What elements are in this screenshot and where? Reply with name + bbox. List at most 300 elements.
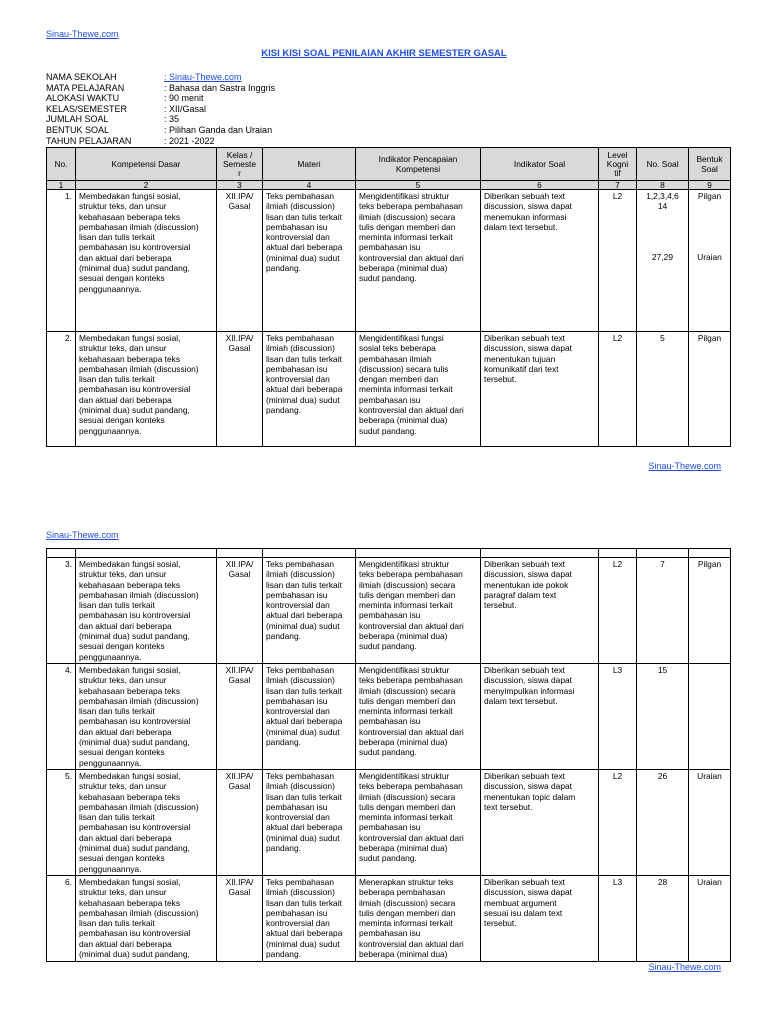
cell-line: meminta informasi terkait — [359, 384, 453, 395]
cell-line: (minimal dua) sudut pandang, — [79, 843, 190, 854]
cell-line: kontroversial dan aktual dari — [359, 938, 464, 949]
cell-line: ilmiah (discussion) secara — [359, 791, 456, 802]
kelas-cell — [217, 875, 263, 961]
header-kompetensi-dasar: Kompetensi Dasar — [76, 148, 217, 181]
cell-line: pembahasan ilmiah (discussion) — [79, 801, 199, 812]
cell-line: paragraf dalam text — [484, 589, 557, 600]
cell-line: tulis dengan memberi dan — [359, 907, 456, 918]
cell-line: lisan dan tulis terkait — [266, 579, 342, 590]
cell-line: Gasal — [228, 201, 251, 212]
kelas-cell — [217, 332, 263, 447]
cell-line: Teks pembahasan — [266, 664, 334, 675]
info-row — [46, 93, 275, 104]
header-line: tif — [614, 167, 621, 178]
cell-line: XII.IPA/ — [225, 770, 254, 781]
info-value: : 90 menit — [164, 93, 204, 104]
cell-line: kebahasaan beberapa teks — [79, 579, 181, 590]
cell-line: dan aktual dari beberapa — [79, 394, 172, 405]
cell-line: pembahasan ilmiah (discussion) — [79, 221, 199, 232]
materi-cell — [263, 663, 356, 769]
column-number: 9 — [689, 181, 731, 190]
column-number: 6 — [481, 181, 599, 190]
header-kelas-semester — [217, 148, 263, 181]
header-indikator-soal: Indikator Soal — [481, 148, 599, 181]
info-value — [164, 72, 242, 83]
indikator-soal-cell — [481, 558, 599, 664]
cell-line: pembahasan isu kontroversial — [79, 928, 191, 939]
header-line: Soal — [701, 164, 718, 174]
cell-line: meminta informasi terkait — [359, 706, 453, 717]
kisi-kisi-table-page-2 — [46, 548, 731, 962]
cell-line: Mengidentifikasi fungsi — [359, 333, 444, 343]
indikator-soal-cell — [481, 332, 599, 447]
cell-line: pandang. — [266, 737, 301, 748]
cell-line: kontroversial dan aktual dari — [359, 726, 464, 737]
cell-line: Membedakan fungsi sosial, — [79, 664, 181, 675]
row-number: 2. — [47, 332, 76, 447]
info-label: BENTUK SOAL — [46, 124, 110, 135]
cell-line: aktual dari beberapa — [266, 610, 343, 621]
cell-line: Membedakan fungsi sosial, — [79, 333, 181, 343]
info-row — [46, 136, 275, 147]
blank-cell — [599, 549, 637, 558]
header-line: r — [238, 167, 241, 178]
cell-line: penggunaannya. — [79, 863, 142, 874]
cell-line: (minimal dua) sudut — [266, 938, 340, 949]
cell-line: beberapa (minimal dua) — [359, 843, 448, 854]
cell-spacer — [640, 212, 685, 252]
cell-line: kontroversial dan — [266, 706, 330, 717]
cell-line: pembahasan isu — [359, 242, 421, 253]
no-soal-value: 1,2,3,4,6 — [646, 191, 679, 201]
cell-line: (minimal dua) sudut — [266, 726, 340, 737]
cell-line: menyimpulkan informasi — [484, 685, 575, 696]
cell-line: ilmiah (discussion) secara — [359, 897, 456, 908]
cell-line: lisan dan tulis terkait — [266, 791, 342, 802]
cell-line: (minimal dua) sudut pandang, — [79, 263, 190, 274]
cell-line: lisan dan tulis terkait — [79, 706, 155, 717]
cell-line: Diberikan sebuah text — [484, 333, 566, 343]
bentuk-soal-cell: Uraian — [689, 875, 731, 961]
cell-line: meminta informasi terkait — [359, 600, 453, 611]
materi-cell — [263, 875, 356, 961]
level-cell: L2 — [599, 769, 637, 875]
cell-line: ilmiah (discussion) — [266, 343, 335, 354]
bentuk-soal-cell: Uraian — [689, 769, 731, 875]
cell-line: dan aktual dari beberapa — [79, 252, 172, 263]
materi-cell — [263, 558, 356, 664]
cell-line: Mengidentifikasi struktur — [359, 191, 450, 201]
cell-line: menentukan ide pokok — [484, 579, 569, 590]
school-link[interactable]: : Sinau-Thewe.com — [164, 72, 242, 82]
cell-line: pembahasan isu — [359, 822, 421, 833]
header-no-soal: No. Soal — [637, 148, 689, 181]
info-label: KELAS/SEMESTER — [46, 103, 128, 114]
cell-line: Teks pembahasan — [266, 876, 334, 887]
cell-line: tersebut. — [484, 600, 517, 611]
cell-line: Diberikan sebuah text — [484, 876, 566, 887]
cell-line: dan aktual dari beberapa — [79, 726, 172, 737]
indikator-pencapaian-cell — [356, 558, 481, 664]
cell-line: (minimal dua) sudut pandang, — [79, 737, 190, 748]
cell-line: kebahasaan beberapa teks — [79, 353, 181, 364]
cell-line: kontroversial dan — [266, 600, 330, 611]
indikator-pencapaian-cell — [356, 769, 481, 875]
kelas-cell — [217, 663, 263, 769]
cell-line: struktur teks, dan unsur — [79, 201, 167, 212]
kelas-cell — [217, 190, 263, 332]
cell-line: beberapa (minimal dua) — [359, 415, 448, 426]
cell-line: pandang. — [266, 263, 301, 274]
cell-line: beberapa pembahasan — [359, 887, 446, 898]
info-row — [46, 114, 275, 125]
cell-line: aktual dari beberapa — [266, 242, 343, 253]
blank-cell — [356, 549, 481, 558]
cell-line: lisan dan tulis terkait — [79, 374, 155, 385]
cell-line: pembahasan isu — [359, 394, 421, 405]
info-value: : 35 — [164, 114, 180, 125]
cell-line: menentukan topic dalam — [484, 791, 576, 802]
cell-line: Menerapkan struktur teks — [359, 876, 454, 887]
kelas-cell — [217, 769, 263, 875]
cell-line: sosial teks beberapa — [359, 343, 436, 354]
cell-line: meminta informasi terkait — [359, 232, 453, 243]
cell-line: XII.IPA/ — [225, 664, 254, 675]
cell-line: tulis dengan memberi dan — [359, 695, 456, 706]
cell-line: (minimal dua) sudut — [266, 394, 340, 405]
header-line: Kompetensi — [395, 164, 441, 174]
header-line: Kelas / — [226, 149, 253, 160]
cell-line: pembahasan isu — [266, 221, 328, 232]
cell-line: dan aktual dari beberapa — [79, 832, 172, 843]
document-title: KISI KISI SOAL PENILAIAN AKHIR SEMESTER GASAL — [261, 48, 507, 59]
cell-line: dalam text tersebut. — [484, 695, 558, 706]
cell-line: sesuai isu dalam text — [484, 907, 563, 918]
materi-cell — [263, 190, 356, 332]
cell-line: ilmiah (discussion) secara — [359, 685, 456, 696]
cell-line: discussion, siswa dapat — [484, 781, 572, 792]
info-value: : Pilihan Ganda dan Uraian — [164, 124, 273, 135]
cell-line: pembahasan isu kontroversial — [79, 822, 191, 833]
cell-line: lisan dan tulis terkait — [79, 812, 155, 823]
indikator-pencapaian-cell — [356, 332, 481, 447]
materi-cell — [263, 332, 356, 447]
cell-line: pandang. — [266, 631, 301, 642]
no-soal-value: 27,29 — [652, 251, 673, 262]
cell-line: Teks pembahasan — [266, 333, 334, 343]
cell-line: pembahasan isu kontroversial — [79, 610, 191, 621]
kompetensi-dasar-cell — [76, 558, 217, 664]
cell-line: kontroversial dan aktual dari — [359, 405, 464, 416]
cell-line: kebahasaan beberapa teks — [79, 791, 181, 802]
header-level-kognitif — [599, 148, 637, 181]
cell-line: Diberikan sebuah text — [484, 664, 566, 675]
cell-line: kontroversial dan aktual dari — [359, 252, 464, 263]
table-row — [47, 663, 731, 769]
blank-header-row — [47, 549, 731, 558]
table-row — [47, 769, 731, 875]
info-label: MATA PELAJARAN — [46, 82, 125, 93]
cell-line: lisan dan tulis terkait — [266, 685, 342, 696]
cell-line: Gasal — [228, 569, 251, 580]
cell-line: struktur teks, dan unsur — [79, 887, 167, 898]
cell-line: beberapa (minimal dua) — [359, 737, 448, 748]
column-number-row — [47, 181, 731, 190]
cell-line: sesuai dengan konteks — [79, 415, 165, 426]
cell-line: Membedakan fungsi sosial, — [79, 770, 181, 781]
cell-line: pandang. — [266, 948, 301, 959]
cell-line: (minimal dua) sudut — [266, 252, 340, 263]
cell-line: XII.IPA/ — [225, 333, 254, 343]
cell-line: penggunaannya. — [79, 757, 142, 768]
cell-line: dalam text tersebut. — [484, 221, 558, 232]
info-label: ALOKASI WAKTU — [46, 93, 120, 104]
cell-line: Mengidentifikasi struktur — [359, 559, 450, 569]
cell-line: pembahasan isu — [359, 928, 421, 939]
cell-line: lisan dan tulis terkait — [79, 918, 155, 929]
cell-line: ilmiah (discussion) — [266, 887, 335, 898]
materi-cell — [263, 769, 356, 875]
cell-line: sesuai dengan konteks — [79, 853, 165, 864]
kompetensi-dasar-cell — [76, 190, 217, 332]
header-line: Bentuk — [696, 153, 723, 164]
cell-line: tulis dengan memberi dan — [359, 589, 456, 600]
cell-line: (minimal dua) sudut pandang, — [79, 631, 190, 642]
level-cell: L3 — [599, 663, 637, 769]
no-soal-cell: 26 — [637, 769, 689, 875]
info-row — [46, 104, 275, 115]
cell-spacer — [692, 201, 727, 252]
cell-line: ilmiah (discussion) — [266, 781, 335, 792]
info-row — [46, 125, 275, 136]
column-number: 3 — [217, 181, 263, 190]
no-soal-cell: 7 — [637, 558, 689, 664]
blank-cell — [689, 549, 731, 558]
site-link-footer[interactable]: Sinau-Thewe.com — [648, 461, 721, 471]
cell-line: pembahasan isu kontroversial — [79, 242, 191, 253]
blank-cell — [263, 549, 356, 558]
cell-line: teks beberapa pembahasan — [359, 569, 463, 580]
kompetensi-dasar-cell — [76, 663, 217, 769]
cell-line: pembahasan isu — [266, 589, 328, 600]
cell-line: Teks pembahasan — [266, 191, 334, 201]
cell-line: sudut pandang. — [359, 425, 417, 436]
site-link-top[interactable]: Sinau-Thewe.com — [46, 530, 119, 540]
cell-line: Gasal — [228, 675, 251, 686]
row-number: 5. — [47, 769, 76, 875]
blank-cell — [637, 549, 689, 558]
no-soal-cell: 15 — [637, 663, 689, 769]
header-indikator-pencapaian — [356, 148, 481, 181]
header-line: Level — [607, 149, 628, 160]
page-1 — [0, 0, 768, 492]
cell-line: kebahasaan beberapa teks — [79, 211, 181, 222]
document-info — [46, 72, 275, 146]
cell-line: discussion, siswa dapat — [484, 343, 572, 354]
cell-line: Membedakan fungsi sosial, — [79, 191, 181, 201]
cell-line: (minimal dua) sudut pandang, — [79, 405, 190, 416]
cell-line: Diberikan sebuah text — [484, 191, 566, 201]
cell-line: dan aktual dari beberapa — [79, 938, 172, 949]
cell-line: beberapa (minimal dua) — [359, 948, 448, 959]
cell-line: kontroversial dan aktual dari — [359, 620, 464, 631]
level-cell: L2 — [599, 332, 637, 447]
cell-line: beberapa (minimal dua) — [359, 263, 448, 274]
cell-line: struktur teks, dan unsur — [79, 675, 167, 686]
cell-line: teks beberapa pembahasan — [359, 201, 463, 212]
cell-line: Gasal — [228, 343, 251, 354]
cell-line: XII.IPA/ — [225, 559, 254, 569]
cell-line: (minimal dua) sudut — [266, 620, 340, 631]
header-row — [47, 148, 731, 181]
cell-line: discussion, siswa dapat — [484, 887, 572, 898]
bentuk-soal-cell: Pilgan — [689, 332, 731, 447]
cell-line: lisan dan tulis terkait — [79, 600, 155, 611]
cell-line: discussion, siswa dapat — [484, 569, 572, 580]
cell-line: aktual dari beberapa — [266, 822, 343, 833]
column-number: 4 — [263, 181, 356, 190]
page-gap — [0, 492, 768, 520]
cell-line: lisan dan tulis terkait — [266, 211, 342, 222]
table-row — [47, 332, 731, 447]
indikator-pencapaian-cell — [356, 875, 481, 961]
cell-line: XII.IPA/ — [225, 191, 254, 201]
cell-line: menemukan informasi — [484, 211, 567, 222]
cell-line: ilmiah (discussion) — [266, 675, 335, 686]
cell-line: Mengidentifikasi struktur — [359, 664, 450, 675]
cell-line: kontroversial dan — [266, 812, 330, 823]
table-row — [47, 190, 731, 332]
cell-line: pembahasan ilmiah (discussion) — [79, 907, 199, 918]
header-line: Semeste — [222, 158, 257, 169]
cell-line: Gasal — [228, 781, 251, 792]
cell-line: pembahasan isu — [266, 363, 328, 374]
site-link-footer[interactable]: Sinau-Thewe.com — [648, 962, 721, 972]
kompetensi-dasar-cell — [76, 769, 217, 875]
row-number: 3. — [47, 558, 76, 664]
info-label: JUMLAH SOAL — [46, 114, 109, 125]
cell-line: Mengidentifikasi struktur — [359, 770, 450, 781]
indikator-soal-cell — [481, 875, 599, 961]
kompetensi-dasar-cell — [76, 875, 217, 961]
cell-line: aktual dari beberapa — [266, 384, 343, 395]
bentuk-soal-cell: Pilgan — [689, 558, 731, 664]
site-link-top[interactable]: Sinau-Thewe.com — [46, 29, 119, 39]
cell-line: beberapa (minimal dua) — [359, 631, 448, 642]
bentuk-soal-cell — [689, 663, 731, 769]
cell-line: Membedakan fungsi sosial, — [79, 559, 181, 569]
page-2 — [0, 520, 768, 1024]
blank-cell — [217, 549, 263, 558]
cell-line: pembahasan isu — [359, 610, 421, 621]
header-bentuk-soal — [689, 148, 731, 181]
cell-line: (minimal dua) sudut — [266, 832, 340, 843]
cell-line: ilmiah (discussion) secara — [359, 579, 456, 590]
cell-line: pembahasan isu — [266, 695, 328, 706]
cell-line: pembahasan isu kontroversial — [79, 716, 191, 727]
column-number: 5 — [356, 181, 481, 190]
cell-line: pembahasan ilmiah (discussion) — [79, 363, 199, 374]
indikator-pencapaian-cell — [356, 663, 481, 769]
cell-line: Teks pembahasan — [266, 559, 334, 569]
cell-line: sudut pandang. — [359, 853, 417, 864]
cell-line: tulis dengan memberi dan — [359, 221, 456, 232]
cell-line: teks beberapa pembahasan — [359, 675, 463, 686]
cell-line: pembahasan ilmiah — [359, 353, 432, 364]
info-row — [46, 83, 275, 94]
indikator-soal-cell — [481, 769, 599, 875]
cell-line: struktur teks, dan unsur — [79, 781, 167, 792]
info-label: NAMA SEKOLAH — [46, 72, 117, 82]
blank-cell — [481, 549, 599, 558]
cell-line: pembahasan isu — [266, 907, 328, 918]
no-soal-cell — [637, 190, 689, 332]
table-row — [47, 558, 731, 664]
cell-line: tulis dengan memberi dan — [359, 801, 456, 812]
cell-line: pembahasan isu kontroversial — [79, 384, 191, 395]
cell-line: teks beberapa pembahasan — [359, 781, 463, 792]
cell-line: Membedakan fungsi sosial, — [79, 876, 181, 887]
cell-line: penggunaannya. — [79, 283, 142, 294]
info-row-school — [46, 72, 275, 83]
cell-line: lisan dan tulis terkait — [266, 353, 342, 364]
cell-line: ilmiah (discussion) — [266, 569, 335, 580]
cell-line: sesuai dengan konteks — [79, 747, 165, 758]
table-row — [47, 875, 731, 961]
cell-line: dan aktual dari beberapa — [79, 620, 172, 631]
cell-line: pembahasan ilmiah (discussion) — [79, 589, 199, 600]
blank-cell — [47, 549, 76, 558]
cell-line: struktur teks, dan unsur — [79, 343, 167, 354]
header-no: No. — [47, 148, 76, 181]
cell-line: (minimal dua) sudut pandang, — [79, 948, 190, 959]
cell-line: Diberikan sebuah text — [484, 770, 566, 781]
cell-line: meminta informasi terkait — [359, 918, 453, 929]
level-cell: L2 — [599, 190, 637, 332]
header-line: Indikator Pencapaian — [378, 153, 458, 164]
info-value: : Bahasa dan Sastra Inggris — [164, 82, 276, 93]
row-number: 6. — [47, 875, 76, 961]
cell-line: kebahasaan beberapa teks — [79, 685, 181, 696]
cell-line: discussion, siswa dapat — [484, 675, 572, 686]
info-value: : XII/Gasal — [164, 103, 207, 114]
indikator-pencapaian-cell — [356, 190, 481, 332]
cell-line: kontroversial dan — [266, 374, 330, 385]
cell-line: lisan dan tulis terkait — [266, 897, 342, 908]
cell-line: kebahasaan beberapa teks — [79, 897, 181, 908]
info-value: : 2021 -2022 — [164, 135, 215, 146]
bentuk-soal-cell — [689, 190, 731, 332]
column-number: 2 — [76, 181, 217, 190]
level-cell: L2 — [599, 558, 637, 664]
cell-line: tersebut. — [484, 918, 517, 929]
blank-cell — [76, 549, 217, 558]
cell-line: penggunaannya. — [79, 651, 142, 662]
bentuk-value: Uraian — [697, 252, 722, 263]
kompetensi-dasar-cell — [76, 332, 217, 447]
cell-line: (discussion) secara tulis — [359, 363, 449, 374]
cell-line: discussion, siswa dapat — [484, 201, 572, 212]
cell-line: XII.IPA/ — [225, 876, 254, 887]
cell-line: text tersebut. — [484, 801, 533, 812]
cell-line: sesuai dengan konteks — [79, 273, 165, 284]
cell-line: pandang. — [266, 843, 301, 854]
cell-line: ilmiah (discussion) secara — [359, 211, 456, 222]
cell-line: Gasal — [228, 887, 251, 898]
cell-line: sudut pandang. — [359, 273, 417, 284]
bentuk-value: Pilgan — [697, 191, 722, 201]
level-cell: L3 — [599, 875, 637, 961]
